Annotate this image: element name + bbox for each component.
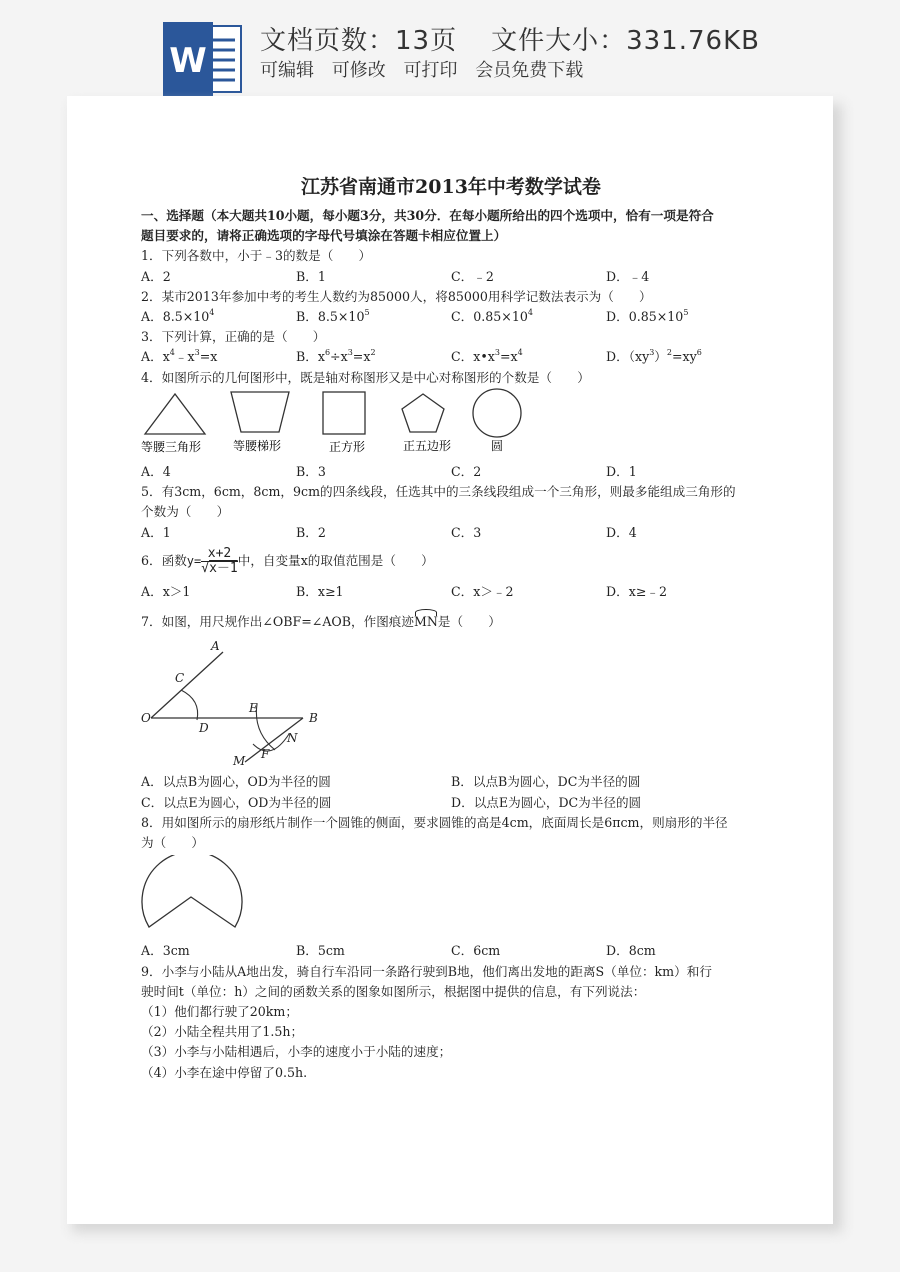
option: D．1 [606, 464, 637, 480]
question-3: 3．下列计算，正确的是（ ） [141, 329, 326, 345]
question-8-cont: 为（ ） [141, 835, 204, 851]
page-count: 文档页数：13页 [260, 26, 458, 56]
arc-mn: MN [414, 612, 438, 632]
option: A．3cm [141, 943, 190, 959]
option: A．2 [141, 268, 171, 284]
download-header [0, 0, 900, 100]
feature-member-download: 会员免费下载 [475, 60, 584, 81]
q3-options [141, 347, 761, 367]
option: A．以点B为圆心，OD为半径的圆 [141, 774, 331, 790]
file-size: 文件大小：331.76KB [491, 26, 760, 56]
option: D．8cm [606, 943, 656, 959]
q8-options [141, 941, 761, 961]
q7-options-row1 [141, 772, 761, 792]
svg-text:正方形: 正方形 [329, 439, 366, 454]
option: D．$0.85\times 10^5$ [606, 307, 689, 325]
svg-text:圆: 圆 [491, 438, 504, 453]
option: B．x≥1 [296, 583, 344, 599]
option: B．3 [296, 464, 326, 480]
option: A．$8.5\times 10^4$ [141, 307, 215, 325]
option: D．$(xy^3)^2=xy^6$ [606, 348, 702, 365]
question-1: 1．下列各数中，小于﹣3的数是（ ） [141, 248, 372, 264]
page-title: 江苏省南通市2013年中考数学试卷 [301, 176, 601, 198]
option: D．4 [606, 524, 637, 540]
square-shape [323, 392, 365, 454]
option: A．4 [141, 464, 171, 480]
option: A．1 [141, 524, 171, 540]
label-c: C [175, 671, 185, 686]
document-page [67, 96, 833, 1224]
question-2: 2．某市2013年参加中考的考生人数约为85000人，将85000用科学记数法表示为（ ） [141, 288, 652, 304]
svg-text:等腰梯形: 等腰梯形 [233, 438, 282, 453]
q9-statement: （4）小李在途中停留了0.5h. [141, 1064, 308, 1080]
q2-options [141, 307, 761, 327]
question-9-cont: 驶时间t（单位：h）之间的函数关系的图象如图所示，根据图中提供的信息，有下列说法： [141, 983, 646, 999]
q4-options [141, 462, 761, 482]
q9-statement: （1）他们都行驶了20km； [141, 1004, 298, 1020]
option: A．$x^4﹣x^3=x$ [141, 348, 218, 365]
option: C．$x•x^3=x^4$ [451, 348, 523, 365]
question-5: 5．有3cm，6cm，8cm，9cm的四条线段，任选其中的三条线段组成一个三角形，则最多能组成三角形的 [141, 484, 736, 500]
label-m: M [233, 754, 246, 767]
q9-statement: （2）小陆全程共用了1.5h； [141, 1024, 304, 1040]
question-7: 7．如图，用尺规作出∠OBF=∠AOB，作图痕迹MN是（ ） [141, 612, 761, 632]
label-o: O [141, 711, 151, 726]
sector-shape [142, 855, 242, 927]
q5-options [141, 523, 761, 543]
doc-meta [260, 20, 760, 57]
q9-statement: （3）小李与小陆相遇后，小李的速度小于小陆的速度； [141, 1044, 452, 1060]
label-n: N [287, 731, 298, 746]
regular-pentagon-shape [402, 394, 451, 453]
isosceles-trapezoid-shape [231, 392, 289, 453]
q1-options [141, 267, 761, 287]
option: B．5cm [296, 943, 345, 959]
question-6: 6．函数y= $\frac{x+2}{√x-1}$ 中，自变量x的取值范围是（ ） [141, 545, 434, 576]
option: C．x＞﹣2 [451, 583, 514, 599]
option: B．以点B为圆心，DC为半径的圆 [451, 774, 641, 790]
arc-ef [256, 704, 275, 750]
option: C．$0.85\times 10^4$ [451, 307, 533, 325]
option: C．6cm [451, 943, 501, 959]
question-5-cont: 个数为（ ） [141, 504, 230, 520]
option: C．2 [451, 464, 482, 480]
feature-modifiable: 可修改 [331, 60, 386, 81]
q7-options-row2 [141, 793, 761, 813]
label-f: F [261, 747, 270, 762]
feature-printable: 可打印 [403, 60, 458, 81]
word-icon-letter: W [169, 41, 207, 81]
svg-text:正五边形: 正五边形 [403, 438, 452, 453]
q4-shapes-figure [141, 388, 541, 456]
q6-options [141, 582, 761, 602]
label-b: B [309, 711, 318, 726]
isosceles-triangle-shape [141, 394, 205, 454]
svg-text:等腰三角形: 等腰三角形 [141, 439, 202, 454]
exam-content [141, 174, 761, 1083]
option: C．以点E为圆心，OD为半径的圆 [141, 794, 332, 810]
option: D．x≥﹣2 [606, 583, 667, 599]
label-e: E [249, 701, 258, 716]
option: C．﹣2 [451, 268, 494, 284]
option: D．以点E为圆心，DC为半径的圆 [451, 794, 642, 810]
q7-construction-figure [141, 638, 341, 766]
arc-cd [181, 690, 198, 720]
option: B．2 [296, 524, 326, 540]
option: A．x＞1 [141, 583, 191, 599]
question-9: 9．小李与小陆从A地出发，骑自行车沿同一条路行驶到B地，他们离出发地的距离S（单位：km）和行 [141, 963, 712, 979]
q8-sector-figure [141, 855, 251, 935]
question-4: 4．如图所示的几何图形中，既是轴对称图形又是中心对称图形的个数是（ ） [141, 369, 590, 385]
option: B．$x^6\div x^3=x^2$ [296, 348, 376, 365]
function-formula: y= [186, 554, 202, 569]
section-heading-cont: 题目要求的，请将正确选项的字母代号填涂在答题卡相应位置上） [141, 228, 507, 244]
label-a: A [211, 639, 220, 654]
feature-editable: 可编辑 [260, 60, 314, 81]
word-document-icon [163, 22, 243, 96]
option: D．﹣4 [606, 268, 650, 284]
feature-list [260, 56, 595, 82]
option: C．3 [451, 524, 482, 540]
section-heading: 一、选择题（本大题共10小题，每小题3分，共30分．在每小题所给出的四个选项中，恰有一项是符合 [141, 208, 714, 223]
fraction: $\frac{x+2}{√x-1}$ [201, 545, 238, 576]
option: B．1 [296, 268, 326, 284]
option: B．$8.5\times 10^5$ [296, 307, 370, 325]
question-8: 8．用如图所示的扇形纸片制作一个圆锥的侧面，要求圆锥的高是4cm，底面周长是6πcm，则扇形的半径 [141, 814, 728, 830]
ray-oa [151, 652, 223, 718]
label-d: D [199, 721, 209, 736]
circle-shape [473, 389, 521, 453]
